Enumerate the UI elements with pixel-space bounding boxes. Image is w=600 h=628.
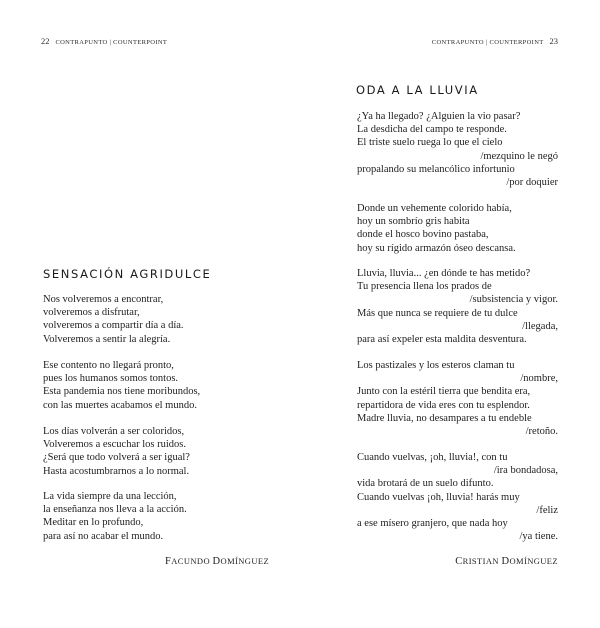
poem-line: Junto con la estéril tierra que bendita era, — [357, 386, 531, 398]
poem-line: la enseñanza nos lleva a la acción. — [43, 504, 187, 516]
poem-line: pues los humanos somos tontos. — [43, 373, 179, 385]
author-initial: D — [501, 556, 510, 567]
right-stanza-1 — [357, 110, 558, 189]
poem-line: para así no acabar el mundo. — [43, 530, 164, 542]
author-initial: C — [455, 556, 463, 567]
poem-line-continuation: /nombre, — [520, 373, 558, 385]
poem-line-continuation: /por doquier — [506, 177, 558, 189]
right-running-head — [432, 36, 558, 46]
right-page — [300, 0, 600, 628]
poem-line: hoy un sombrío gris habita — [357, 216, 470, 228]
poem-line: Lluvia, lluvia... ¿en dónde te has metido? — [357, 268, 531, 279]
author-name-part: ACUNDO — [171, 556, 213, 566]
author-name-part: OMÍNGUEZ — [220, 556, 270, 566]
poem-line-continuation: /llegada, — [522, 320, 558, 332]
poem-line: Más que nunca se requiere de tu dulce — [357, 307, 518, 319]
right-stanza-5 — [357, 451, 558, 543]
left-running-head-text: CONTRAPUNTO | COUNTERPOINT — [55, 39, 168, 46]
poem-line-continuation: /feliz — [536, 504, 558, 516]
right-page-number: 23 — [549, 36, 558, 46]
author-initial: F — [165, 556, 172, 567]
poem-line: Los pastizales y los esteros claman tu — [357, 360, 515, 371]
poem-line: para así expeler esta maldita desventura. — [357, 334, 527, 346]
poem-line: propalando su melancólico infortunio — [357, 163, 515, 175]
poem-line: vida brotará de un suelo difunto. — [357, 478, 494, 490]
poem-line: ¿Ya ha llegado? ¿Alguien la vio pasar? — [357, 111, 521, 122]
poem-line-continuation: /ya tiene. — [519, 531, 558, 543]
poem-line-continuation: /retoño. — [525, 426, 558, 438]
poem-line: El triste suelo ruega lo que el cielo — [357, 137, 503, 149]
poem-line: Donde un vehemente colorido había, — [357, 203, 512, 214]
left-stanza-1 — [43, 293, 184, 346]
poem-line: volveremos a compartir día a día. — [43, 320, 184, 332]
poem-line: con las muertes acabamos el mundo. — [43, 399, 197, 411]
poem-line: La desdicha del campo te responde. — [357, 124, 507, 136]
left-stanza-4 — [43, 490, 187, 543]
right-poem-title: ODA A LA LLUVIA — [356, 83, 479, 97]
poem-line: hoy su rígido armazón óseo descansa. — [357, 242, 516, 254]
author-name-part: OMÍNGUEZ — [509, 556, 558, 566]
left-stanza-3 — [43, 425, 190, 478]
poem-line: Tu presencia llena los prados de — [357, 281, 492, 293]
poem-line-continuation: /mezquino le negó — [480, 150, 558, 162]
right-stanza-2 — [357, 202, 558, 255]
left-poem-title: SENSACIÓN AGRIDULCE — [43, 267, 212, 281]
poem-line: Volveremos a sentir la alegría. — [43, 333, 171, 345]
poem-line: Cuando vuelvas ¡oh, lluvia! harás muy — [357, 491, 520, 503]
right-stanza-3 — [357, 267, 558, 346]
author-name-part: RISTIAN — [462, 556, 502, 566]
poem-line: Esta pandemia nos tiene moribundos, — [43, 386, 201, 398]
poem-line: volveremos a disfrutar, — [43, 307, 140, 319]
left-author-signature — [165, 556, 269, 567]
poem-line: Volveremos a escuchar los ruidos. — [43, 439, 186, 451]
poem-line: repartidora de vida eres con tu esplendor. — [357, 399, 530, 411]
right-stanza-4 — [357, 359, 558, 438]
author-initial: D — [212, 556, 221, 567]
poem-line: donde el hosco bovino pastaba, — [357, 229, 489, 241]
poem-line: Los días volverán a ser coloridos, — [43, 426, 185, 437]
poem-line: La vida siempre da una lección, — [43, 491, 177, 502]
poem-line-continuation: /subsistencia y vigor. — [469, 294, 558, 306]
left-page-number: 22 — [41, 36, 50, 46]
poem-line: Cuando vuelvas, ¡oh, lluvia!, con tu — [357, 452, 508, 463]
poem-line: ¿Será que todo volverá a ser igual? — [43, 452, 190, 464]
poem-line: a ese mísero granjero, que nada hoy — [357, 518, 508, 530]
poem-line: Madre lluvia, no desampares a tu endeble — [357, 412, 532, 424]
right-author-signature — [455, 556, 558, 567]
poem-line: Hasta acostumbrarnos a lo normal. — [43, 465, 190, 477]
left-running-head — [41, 36, 167, 46]
poem-line: Ese contento no llegará pronto, — [43, 360, 174, 371]
right-running-head-text: CONTRAPUNTO | COUNTERPOINT — [431, 39, 544, 46]
poem-line: Meditar en lo profundo, — [43, 517, 144, 529]
poem-line-continuation: /ira bondadosa, — [493, 465, 558, 477]
left-stanza-2 — [43, 359, 200, 412]
poem-line: Nos volveremos a encontrar, — [43, 294, 164, 305]
